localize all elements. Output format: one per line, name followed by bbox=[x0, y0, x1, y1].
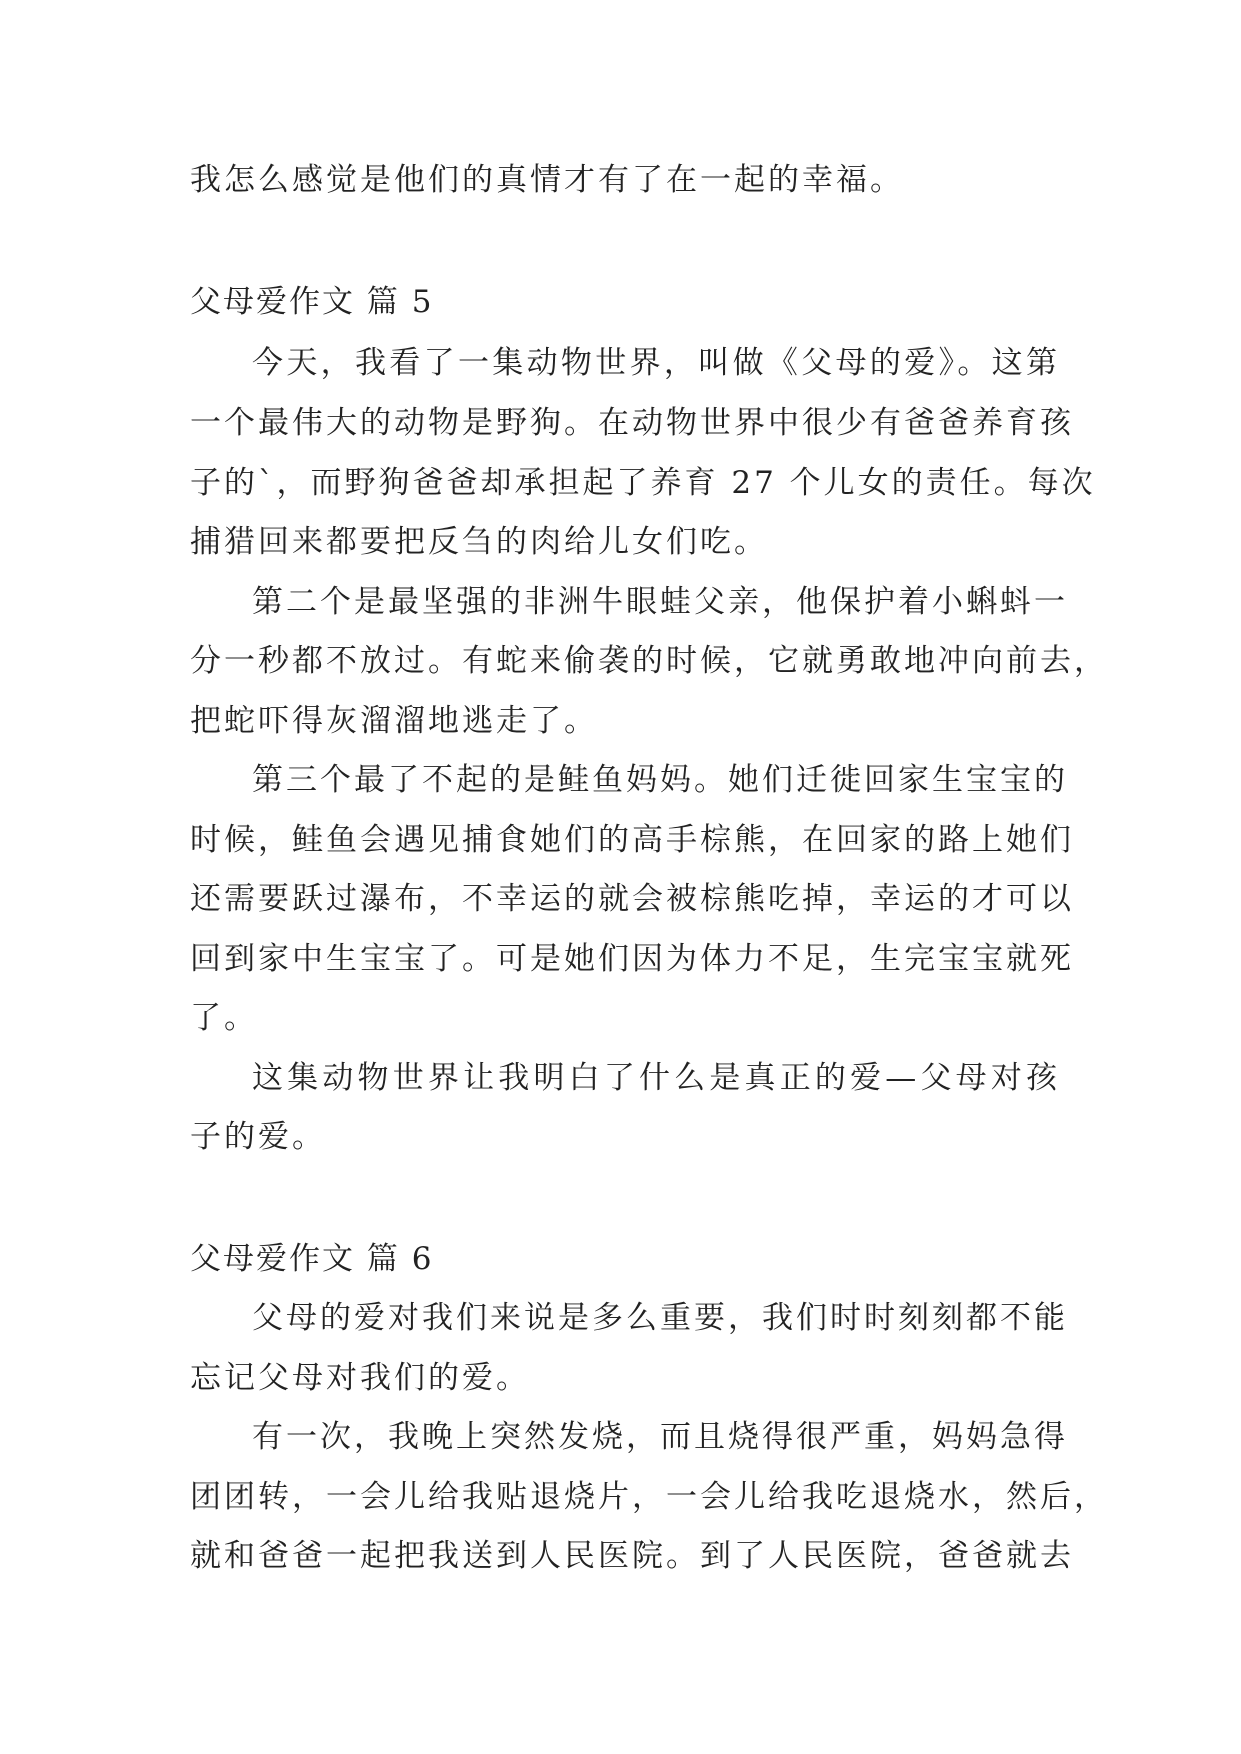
text-line: 时候，鲑鱼会遇见捕食她们的高手棕熊，在回家的路上她们 bbox=[190, 822, 1074, 858]
section-heading: 父母爱作文 篇 6 bbox=[190, 1241, 434, 1277]
text-line: 捕猎回来都要把反刍的肉给儿女们吃。 bbox=[190, 524, 768, 560]
text-line: 还需要跃过瀑布，不幸运的就会被棕熊吃掉，幸运的才可以 bbox=[190, 881, 1074, 917]
text-line: 一个最伟大的动物是野狗。在动物世界中很少有爸爸养育孩 bbox=[190, 405, 1074, 441]
text-line: 这集动物世界让我明白了什么是真正的爱—父母对孩 bbox=[252, 1060, 1060, 1096]
text-line: 把蛇吓得灰溜溜地逃走了。 bbox=[190, 703, 598, 739]
text-line: 子的`，而野狗爸爸却承担起了养育 27 个儿女的责任。每次 bbox=[190, 465, 1096, 501]
text-line: 有一次，我晚上突然发烧，而且烧得很严重，妈妈急得 bbox=[252, 1419, 1068, 1455]
text-line: 第三个最了不起的是鲑鱼妈妈。她们迁徙回家生宝宝的 bbox=[252, 762, 1068, 798]
text-line: 子的爱。 bbox=[190, 1119, 326, 1155]
text-line: 就和爸爸一起把我送到人民医院。到了人民医院，爸爸就去 bbox=[190, 1538, 1074, 1574]
text-line: 团团转，一会儿给我贴退烧片，一会儿给我吃退烧水，然后， bbox=[190, 1479, 1108, 1515]
text-line: 回到家中生宝宝了。可是她们因为体力不足，生完宝宝就死 bbox=[190, 941, 1074, 977]
text-line: 父母的爱对我们来说是多么重要，我们时时刻刻都不能 bbox=[252, 1300, 1068, 1336]
text-line: 了。 bbox=[190, 1000, 258, 1036]
text-line: 我怎么感觉是他们的真情才有了在一起的幸福。 bbox=[190, 162, 904, 198]
text-line: 今天，我看了一集动物世界，叫做《父母的爱》。这第 bbox=[252, 345, 1060, 381]
text-line: 忘记父母对我们的爱。 bbox=[190, 1360, 530, 1396]
text-line: 第二个是最坚强的非洲牛眼蛙父亲，他保护着小蝌蚪一 bbox=[252, 584, 1068, 620]
text-line: 分一秒都不放过。有蛇来偷袭的时候，它就勇敢地冲向前去， bbox=[190, 643, 1108, 679]
section-heading: 父母爱作文 篇 5 bbox=[190, 284, 434, 320]
